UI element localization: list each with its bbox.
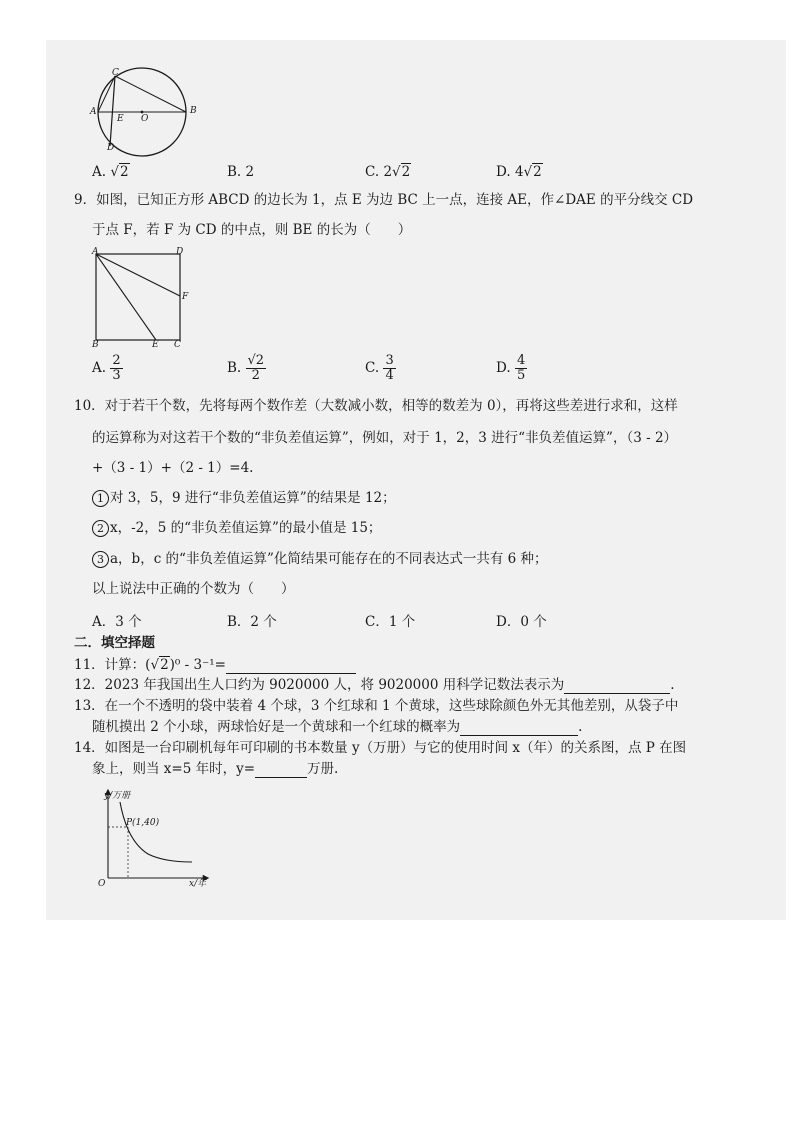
q9-label-e: E — [152, 340, 159, 350]
q10-ask: 以上说法中正确的个数为（ ） — [92, 581, 295, 597]
q8-label-b: B — [190, 106, 197, 116]
q10-line-2: 的运算称为对这若干个数的“非负差值运算”，例如，对于 1，2，3 进行“非负差值运算”，（3 - 2） — [92, 430, 678, 446]
q9-option-b[interactable]: B. $\frac{√2}{2}$ — [227, 353, 265, 383]
q14-ylabel: y/万册 — [104, 791, 131, 801]
q10-option-d[interactable]: D．0 个 — [496, 614, 547, 630]
q10-option-c[interactable]: C．1 个 — [365, 614, 416, 630]
q12-answer-blank[interactable] — [564, 679, 670, 694]
q10-option-b[interactable]: B．2 个 — [227, 614, 277, 630]
q8-option-a[interactable]: A. √2 — [92, 164, 129, 180]
q9-label-d: D — [176, 247, 184, 257]
q9-option-d[interactable]: D. $\frac{4}{5}$ — [496, 353, 526, 383]
q13-line-2: 随机摸出 2 个小球，两球恰好是一个黄球和一个红球的概率为 . — [92, 719, 583, 735]
q8-label-d: D — [107, 143, 115, 153]
q14-line-1: 14．如图是一台印刷机每年可印刷的书本数量 y（万册）与它的使用时间 x（年）的关系图，点 P 在图 — [74, 740, 687, 756]
q14-answer-blank[interactable] — [255, 763, 307, 778]
q8-option-b[interactable]: B. 2 — [227, 164, 255, 180]
q9-square-figure — [90, 248, 194, 352]
q9-label-a: A — [92, 247, 99, 257]
q14-point-p-label: P(1,40) — [126, 818, 160, 828]
q10-line-3: +（3 - 1）+（2 - 1）=4. — [92, 460, 254, 476]
q8-option-c[interactable]: C. 2√2 — [365, 164, 411, 180]
q8-label-o: O — [141, 114, 149, 124]
q8-label-e: E — [117, 114, 124, 124]
q11: 11．计算：(√2)⁰ - 3⁻¹= — [74, 656, 356, 674]
q9-label-b: B — [92, 340, 99, 350]
q14-line-2: 象上，则当 x=5 年时，y= 万册. — [92, 761, 339, 777]
q9-label-f: F — [182, 292, 189, 302]
q10-line-1: 10．对于若干个数，先将每两个数作差（大数减小数，相等的数差为 0），再将这些差进行求和，这样 — [74, 398, 678, 414]
q10-statement-1: 1 对 3，5，9 进行“非负差值运算”的结果是 12； — [92, 489, 396, 507]
q10-statement-3: 3 a，b，c 的“非负差值运算”化简结果可能存在的不同表达式一共有 6 种； — [92, 550, 548, 568]
q8-label-a: A — [90, 107, 97, 117]
q9-option-c[interactable]: C. $\frac{3}{4}$ — [365, 353, 394, 383]
q9-line-1: 9．如图，已知正方形 ABCD 的边长为 1，点 E 为边 BC 上一点，连接 AE，作∠DAE 的平分线交 CD — [74, 192, 694, 208]
q14-xlabel: x/年 — [189, 879, 207, 889]
q13-line-1: 13．在一个不透明的袋中装着 4 个球，3 个红球和 1 个黄球，这些球除颜色外无其他差别，从袋子中 — [74, 698, 679, 714]
q9-option-a[interactable]: A. $\frac{2}{3}$ — [92, 353, 121, 383]
q10-statement-2: 2 x，-2，5 的“非负差值运算”的最小值是 15； — [92, 519, 381, 537]
q11-answer-blank[interactable] — [226, 659, 356, 674]
q13-answer-blank[interactable] — [460, 721, 578, 736]
q8-label-c: C — [112, 68, 119, 78]
q9-label-c: C — [174, 340, 181, 350]
q10-option-a[interactable]: A．3 个 — [92, 614, 142, 630]
section-2-heading: 二．填空择题 — [74, 635, 155, 651]
q12: 12．2023 年我国出生人口约为 9020000 人，将 9020000 用科学记数法表示为 . — [74, 677, 675, 693]
q8-option-d[interactable]: D. 4√2 — [496, 164, 542, 180]
q14-origin: O — [98, 879, 106, 889]
q9-line-2: 于点 F，若 F 为 CD 的中点，则 BE 的长为（ ） — [92, 222, 412, 238]
